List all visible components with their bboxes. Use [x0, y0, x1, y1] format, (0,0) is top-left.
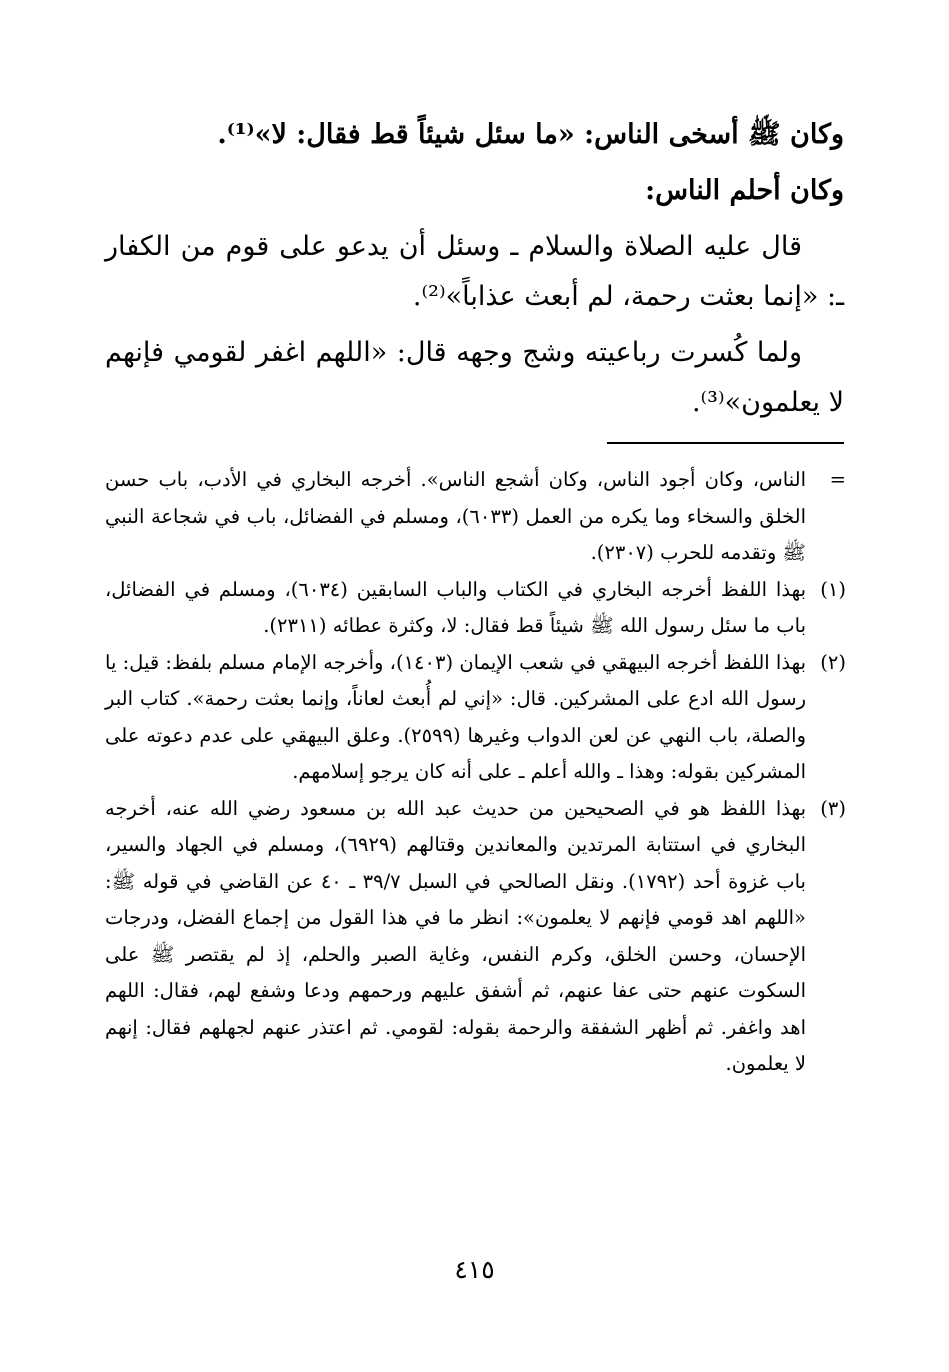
footnote-continued — [105, 462, 846, 572]
footnote-text: بهذا اللفظ أخرجه البيهقي في شعب الإيمان (١٤٠٣)، وأخرجه الإمام مسلم بلفظ: قيل: يا رسول الله ادع على المشركين. قال: «إني لم أُبعث لعاناً، وإنما بعثت رحمة». كتاب البر والصلة، باب النهي عن لعن الدواب وغيرها (٢٥٩٩). وعلق البيهقي على عدم دعوته على المشركين بقوله: وهذا ـ والله أعلم ـ على أنه كان يرجو إسلامهم. — [105, 650, 807, 783]
page-number: ٤١٥ — [454, 1255, 495, 1284]
footnote-2 — [105, 645, 846, 791]
paragraph-uhud: ولما كُسرت رباعيته وشج وجهه قال: «اللهم اغفر لقومي فإنهم لا يعلمون»⁽³⁾. — [105, 337, 844, 418]
footnote-text: الناس، وكان أجود الناس، وكان أشجع الناس». أخرجه البخاري في الأدب، باب حسن الخلق والسخاء وما يكره من العمل (٦٠٣٣)، ومسلم في الفضائل، باب في شجاعة النبي ﷺ وتقدمه للحرب (٢٣٠٧). — [105, 468, 807, 564]
footnote-text: بهذا اللفظ أخرجه البخاري في الكتاب والباب السابقين (٦٠٣٤)، ومسلم في الفضائل، باب ما سئل رسول الله ﷺ شيئاً قط فقال: لا، وكثرة عطائه (٢٣١١). — [105, 577, 806, 637]
footnote-text: بهذا اللفظ هو في الصحيحين من حديث عبد الله بن مسعود رضي الله عنه، أخرجه البخاري في استتابة المرتدين والمعاندين وقتالهم (٦٩٢٩)، ومسلم في الجهاد والسير، باب غزوة أحد (١٧٩٢). ونقل الصالحي في السبل ٣٩/٧ ـ ٤٠ عن القاضي في قوله ﷺ: «اللهم اهد قومي فإنهم لا يعلمون»: انظر ما في هذا القول من إجماع الفضل، ودرجات الإحسان، وحسن الخلق، وكرم النفس، وغاية الصبر والحلم، إذ لم يقتصر ﷺ على السكوت عنهم حتى عفا عنهم، ثم أشفق عليهم ورحمهم ودعا وشفع لهم، فقال: اللهم اهد واغفر. ثم أظهر الشفقة والرحمة بقوله: لقومي. ثم اعتذر عنهم لجهلهم فقال: إنهم لا يعلمون. — [105, 796, 806, 1075]
footnote-marker: (٣) — [820, 796, 846, 820]
footnotes — [105, 462, 846, 1083]
main-text — [105, 110, 844, 434]
footnote-marker: (١) — [820, 577, 846, 601]
paragraph-generosity: وكان ﷺ أسخى الناس: «ما سئل شيئاً قط فقال: لا»⁽¹⁾. — [217, 119, 844, 150]
footnote-3 — [105, 791, 846, 1083]
footnote-separator — [607, 442, 844, 444]
footnote-1 — [105, 572, 846, 645]
footnote-marker: = — [829, 468, 846, 491]
heading-forbearance: وكان أحلم الناس: — [645, 175, 844, 206]
footnote-marker: (٢) — [820, 650, 846, 674]
paragraph-mercy: قال عليه الصلاة والسلام ـ وسئل أن يدعو على قوم من الكفار ـ: «إنما بعثت رحمة، لم أبعث عذاباً»⁽²⁾. — [105, 231, 844, 312]
